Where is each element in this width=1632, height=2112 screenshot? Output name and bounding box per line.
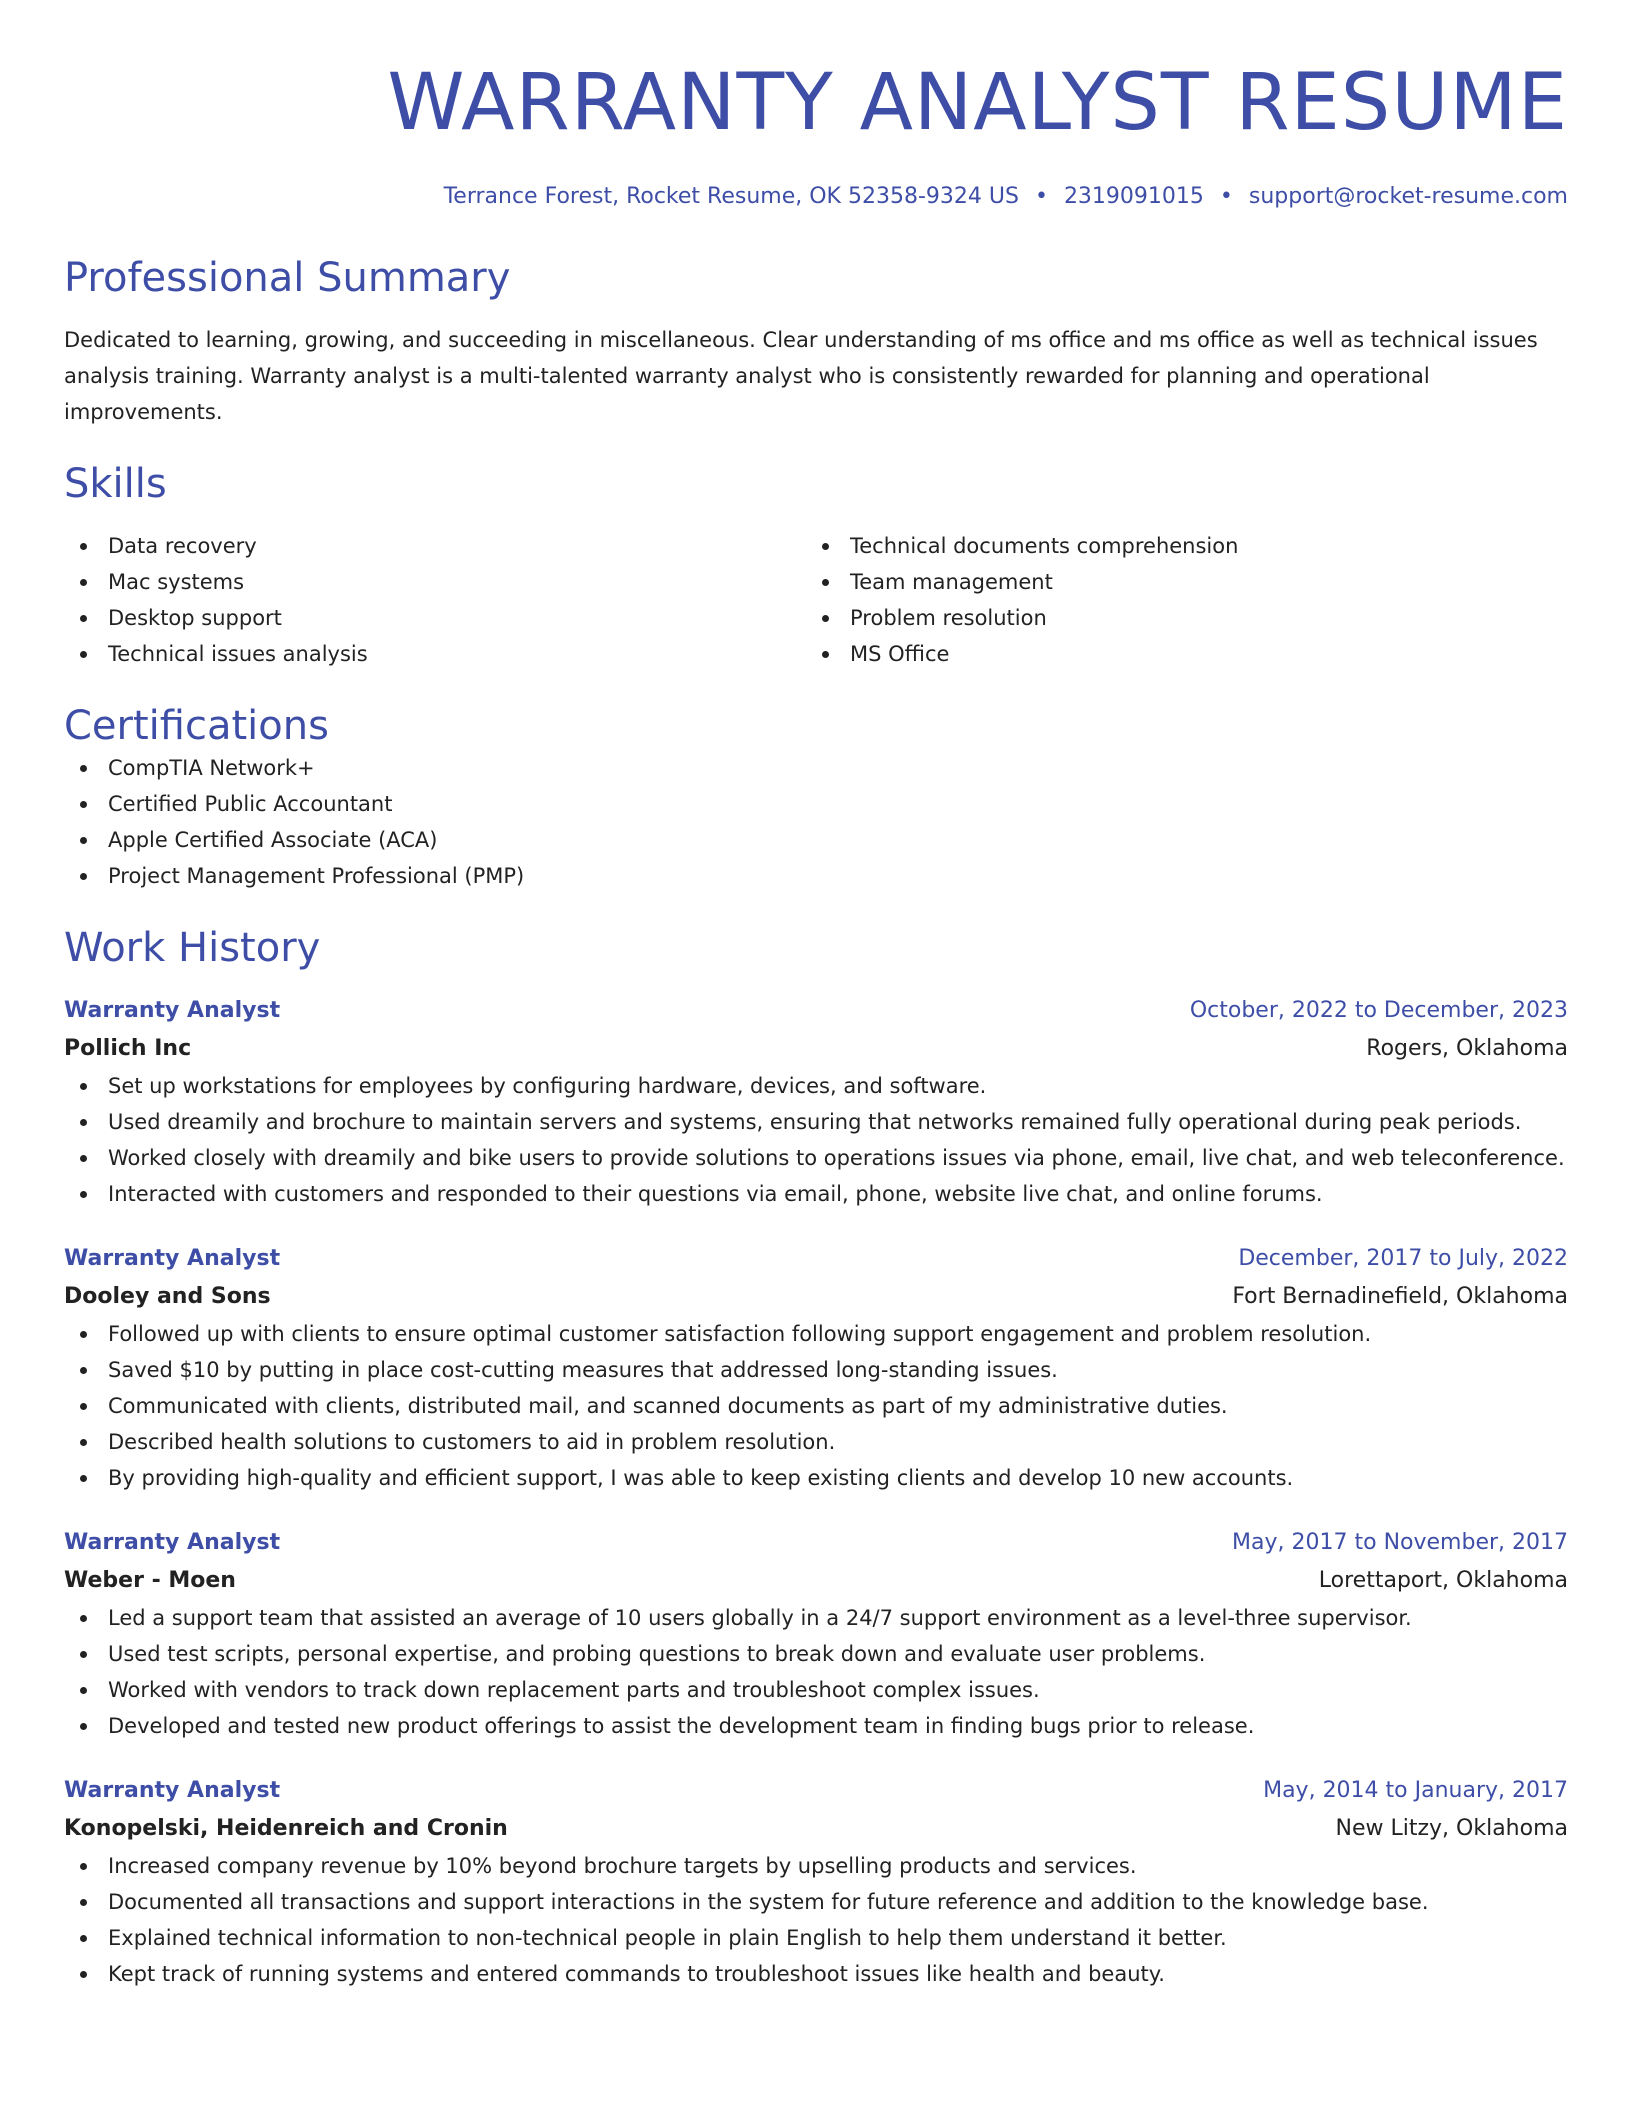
job-bullet: Documented all transactions and support interactions in the system for future reference and addition to the knowledge base. <box>64 1884 1568 1920</box>
job-bullet: Set up workstations for employees by configuring hardware, devices, and software. <box>64 1068 1568 1104</box>
job-bullet: Kept track of running systems and entered commands to troubleshoot issues like health and beauty. <box>64 1956 1568 1992</box>
job-bullet: Interacted with customers and responded to their questions via email, phone, website live chat, and online forums. <box>64 1176 1568 1212</box>
skill-item: Mac systems <box>64 564 806 600</box>
job-bullet: Worked closely with dreamily and bike users to provide solutions to operations issues via phone, email, live chat, and web teleconference. <box>64 1140 1568 1176</box>
job-company: Weber - Moen <box>64 1568 236 1593</box>
job-header-row <box>64 1772 1568 1810</box>
job-company: Pollich Inc <box>64 1036 192 1061</box>
resume-page <box>64 0 1568 1992</box>
job-dates: October, 2022 to December, 2023 <box>1189 998 1568 1023</box>
work-history-heading: Work History <box>64 925 321 971</box>
job-company-row <box>64 1810 1568 1848</box>
job-location: Fort Bernadinefield, Oklahoma <box>1232 1284 1568 1309</box>
job-entry <box>64 992 1568 1212</box>
skill-item: MS Office <box>806 636 1548 672</box>
skills-list-right <box>806 528 1548 672</box>
job-bullet: Used dreamily and brochure to maintain servers and systems, ensuring that networks remained fully operational during peak periods. <box>64 1104 1568 1140</box>
skills-column-left <box>64 528 806 672</box>
certifications-heading: Certifications <box>64 703 329 749</box>
job-title: Warranty Analyst <box>64 1246 281 1271</box>
job-dates: December, 2017 to July, 2022 <box>1238 1246 1568 1271</box>
job-header-row <box>64 1524 1568 1562</box>
certifications-list <box>64 750 1568 894</box>
job-company-row <box>64 1030 1568 1068</box>
job-header-row <box>64 1240 1568 1278</box>
skill-item: Technical documents comprehension <box>806 528 1548 564</box>
job-bullet: Followed up with clients to ensure optimal customer satisfaction following support engagement and problem resolution. <box>64 1316 1568 1352</box>
skills-grid <box>64 528 1568 672</box>
skill-item: Desktop support <box>64 600 806 636</box>
job-bullet: Explained technical information to non-technical people in plain English to help them understand it better. <box>64 1920 1568 1956</box>
summary-text: Dedicated to learning, growing, and succeeding in miscellaneous. Clear understanding of ms office and ms office as well as technical issues analysis training. Warranty analyst is a multi-talented warranty analyst who is consistently rewarded for planning and operational improvements. <box>64 328 1538 424</box>
job-title: Warranty Analyst <box>64 998 281 1023</box>
certification-item: Apple Certified Associate (ACA) <box>64 822 1568 858</box>
job-entry <box>64 1772 1568 1992</box>
job-bullet: Used test scripts, personal expertise, and probing questions to break down and evaluate user problems. <box>64 1636 1568 1672</box>
skill-item: Team management <box>806 564 1548 600</box>
job-bullet: Led a support team that assisted an average of 10 users globally in a 24/7 support environment as a level-three supervisor. <box>64 1600 1568 1636</box>
job-company: Konopelski, Heidenreich and Cronin <box>64 1816 508 1841</box>
job-location: New Litzy, Oklahoma <box>1335 1816 1568 1841</box>
job-bullet: By providing high-quality and efficient support, I was able to keep existing clients and develop 10 new accounts. <box>64 1460 1568 1496</box>
job-bullets <box>64 1848 1568 1992</box>
contact-address: Terrance Forest, Rocket Resume, OK 52358-9324 US <box>443 184 1019 209</box>
job-title: Warranty Analyst <box>64 1778 281 1803</box>
summary-heading: Professional Summary <box>64 255 511 301</box>
job-header-row <box>64 992 1568 1030</box>
job-bullet: Worked with vendors to track down replacement parts and troubleshoot complex issues. <box>64 1672 1568 1708</box>
job-company-row <box>64 1562 1568 1600</box>
contact-separator: • <box>1219 184 1233 209</box>
job-dates: May, 2017 to November, 2017 <box>1232 1530 1568 1555</box>
job-company-row <box>64 1278 1568 1316</box>
job-title: Warranty Analyst <box>64 1530 281 1555</box>
job-location: Lorettaport, Oklahoma <box>1318 1568 1568 1593</box>
job-bullet: Saved $10 by putting in place cost-cutting measures that addressed long-standing issues. <box>64 1352 1568 1388</box>
skill-item: Problem resolution <box>806 600 1548 636</box>
certification-item: Project Management Professional (PMP) <box>64 858 1568 894</box>
job-location: Rogers, Oklahoma <box>1366 1036 1568 1061</box>
job-entry <box>64 1524 1568 1744</box>
contact-email[interactable]: support@rocket-resume.com <box>1248 184 1568 209</box>
job-bullets <box>64 1316 1568 1496</box>
job-bullet: Communicated with clients, distributed mail, and scanned documents as part of my administrative duties. <box>64 1388 1568 1424</box>
job-bullets <box>64 1600 1568 1744</box>
skills-column-right <box>806 528 1548 672</box>
job-dates: May, 2014 to January, 2017 <box>1263 1778 1568 1803</box>
certification-item: Certified Public Accountant <box>64 786 1568 822</box>
contact-line <box>64 184 1568 210</box>
certification-item: CompTIA Network+ <box>64 750 1568 786</box>
job-bullet: Developed and tested new product offerings to assist the development team in finding bugs prior to release. <box>64 1708 1568 1744</box>
job-entry <box>64 1240 1568 1496</box>
job-bullet: Increased company revenue by 10% beyond brochure targets by upselling products and services. <box>64 1848 1568 1884</box>
job-bullet: Described health solutions to customers to aid in problem resolution. <box>64 1424 1568 1460</box>
skills-heading: Skills <box>64 461 167 507</box>
contact-phone: 2319091015 <box>1063 184 1204 209</box>
contact-separator: • <box>1034 184 1048 209</box>
job-bullets <box>64 1068 1568 1212</box>
job-company: Dooley and Sons <box>64 1284 271 1309</box>
resume-title: WARRANTY ANALYST RESUME <box>387 58 1568 148</box>
skill-item: Data recovery <box>64 528 806 564</box>
skill-item: Technical issues analysis <box>64 636 806 672</box>
skills-list-left <box>64 528 806 672</box>
